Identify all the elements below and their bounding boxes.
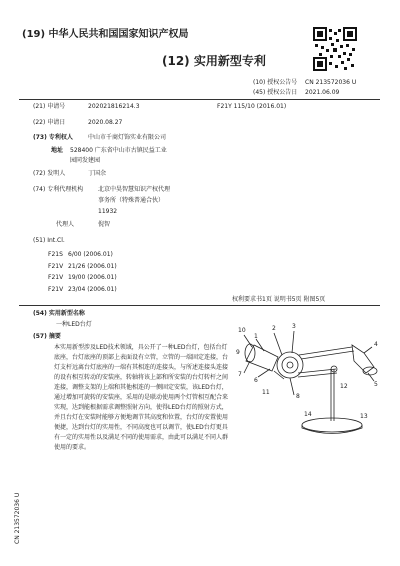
app-number-label: (21) 申请号 [33,103,66,110]
pub-date-label: (45) 授权公告日 [253,89,298,96]
figure-label: 11 [262,389,270,396]
agent: 倪智 [98,221,111,228]
agency-line3: 11932 [98,208,118,215]
side-code-text: CN 213572036 U [14,492,21,544]
figure-label: 10 [238,327,246,334]
ipc-code-2: F21V [48,263,64,270]
app-date-label: (22) 申请日 [33,119,66,126]
figure-label: 8 [296,393,300,400]
address-line2: 园同发建园 [70,157,101,164]
title-label: (54) 实用新型名称 [33,310,85,317]
agency-line2: 事务所（特殊普通合伙） [98,197,165,204]
patentee-label: (73) 专利权人 [33,134,73,141]
ipc-code-4: F21V [48,286,64,293]
pub-number: CN 213572036 U [305,79,357,86]
claims-note: 权利要求书1页 说明书5页 附图5页 [232,296,326,303]
biblio-rule [19,305,380,306]
qr-code [313,27,357,71]
inventor-label: (72) 发明人 [33,170,66,177]
figure-label: 13 [360,413,368,420]
lamp-drawing [234,325,384,437]
agency-line1: 北京中昊智慧知识产权代理 [98,186,171,193]
ipc-code-3: F21V [48,274,64,281]
figure-label: 7 [238,371,242,378]
pub-date: 2021.06.09 [305,89,340,96]
utility-title: 一种LED台灯 [56,321,92,328]
figure-label: 2 [272,325,276,332]
ipc-detail-2: 21/26 (2006.01) [68,263,117,270]
agency-label: (74) 专利代理机构 [33,186,84,193]
document-type: (12) 实用新型专利 [162,54,266,68]
abstract-text: 本实用新型涉及LED技术领域，具公开了一种LED台灯，包括台灯底座，台灯底座的顶部上表面设有立管，立管的一端固定连接，台灯支杆远离台灯底座的一端有其相连的连接头，与所述连接头连接的设有相互转动的安装座，转轴将该上部和所安装的台灯转杆之间连接，调整支架的上端和其他相连的一侧固定安装，该LED台灯，通过增加可旋转的安装座，采用的是联动使用两个灯管相互配合来实现，达到能根据需求调整照射方向，使得LED台灯的照射方式，并且台灯在安装时能够方便地调节其高度和位置，台灯的安置使用便捷，达到台灯的实用性，不同高度也可以调节，使LED台灯更具有一定的实用性以及满足不同的使用需求，由此可以满足不同人群使用的要求。 [54,344,229,451]
ipc-detail-1: 6/00 (2006.01) [68,251,113,258]
address-line1: 528400 广东省中山市古镇民益工业 [70,147,167,154]
header-rule [19,99,380,100]
figure-label: 12 [340,383,348,390]
app-number: 202021816214.3 [88,103,140,110]
ipc-label: (51) Int.Cl. [33,237,65,244]
agent-label: 代理人 [56,221,75,228]
figure-label: 6 [254,377,258,384]
pub-number-label: (10) 授权公告号 [253,79,298,86]
abstract-label: (57) 摘要 [33,333,61,340]
ipc-right: F21Y 115/10 (2016.01) [217,103,287,110]
figure-label: 14 [304,411,312,418]
figure-label: 5 [374,381,378,388]
ipc-detail-3: 19/00 (2006.01) [68,274,117,281]
figure-label: 4 [374,341,378,348]
figure-label: 3 [292,323,296,330]
office-name: (19) 中华人民共和国国家知识产权局 [22,29,189,40]
figure-label: 1 [254,333,258,340]
figure-label: 9 [236,349,240,356]
ipc-detail-4: 23/04 (2006.01) [68,286,117,293]
ipc-code-1: F21S [48,251,63,258]
address-label: 地址 [51,147,64,154]
patentee: 中山市千商灯饰实业有限公司 [88,134,167,141]
side-publication-code [14,454,24,544]
inventor: 丁国余 [88,170,107,177]
app-date: 2020.08.27 [88,119,123,126]
